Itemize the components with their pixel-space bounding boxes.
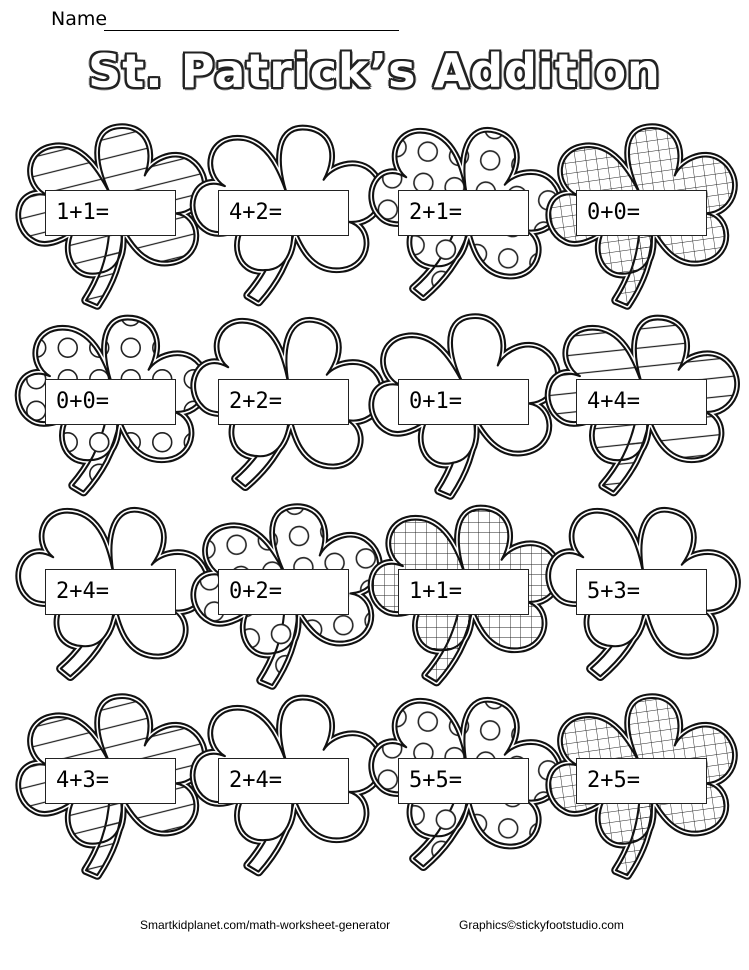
addition-problem: 5+5=: [398, 758, 529, 804]
name-label: Name: [51, 8, 108, 30]
addition-problem: 2+2=: [218, 379, 349, 425]
footer-site-credit: Smartkidplanet.com/math-worksheet-generator: [140, 918, 391, 932]
worksheet-title: St. Patrick’s Addition: [88, 44, 661, 98]
addition-problem: 1+1=: [45, 190, 176, 236]
addition-problem: 2+4=: [218, 758, 349, 804]
addition-problem: 2+5=: [576, 758, 707, 804]
addition-problem: 2+4=: [45, 569, 176, 615]
addition-problem: 2+1=: [398, 190, 529, 236]
footer-graphics-credit: Graphics©stickyfootstudio.com: [459, 918, 624, 932]
addition-problem: 4+2=: [218, 190, 349, 236]
addition-problem: 0+0=: [45, 379, 176, 425]
addition-problem: 0+1=: [398, 379, 529, 425]
addition-problem: 5+3=: [576, 569, 707, 615]
addition-problem: 0+2=: [218, 569, 349, 615]
addition-problem: 4+3=: [45, 758, 176, 804]
addition-problem: 0+0=: [576, 190, 707, 236]
addition-problem: 1+1=: [398, 569, 529, 615]
addition-problem: 4+4=: [576, 379, 707, 425]
